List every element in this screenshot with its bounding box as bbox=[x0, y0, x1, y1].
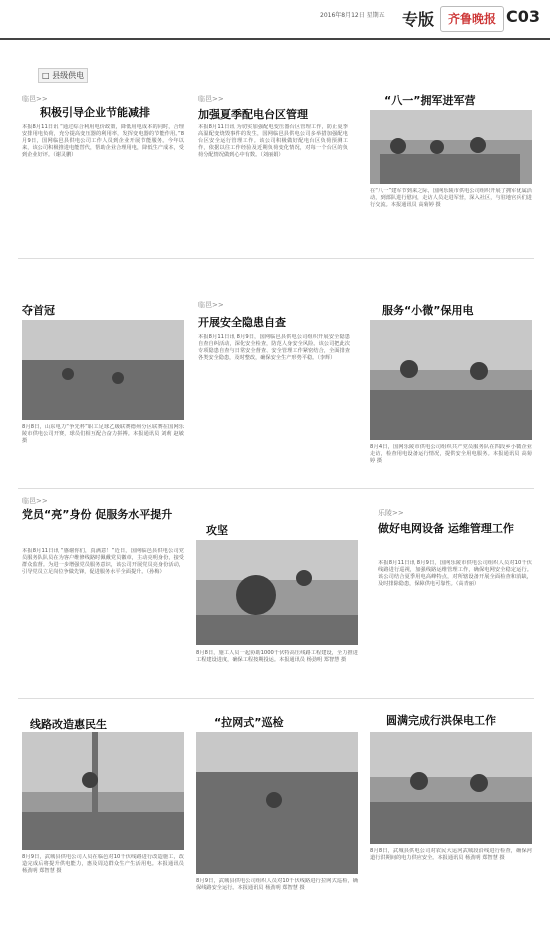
article-body: 本报8月11日讯 8月9日，国网临邑县供电公司组织开展安全隐患自查自纠活动，深化安全检查，防范人身安全风险。该公司把此次专项隐患自查与日常安全督查、安全管理工作紧密结合，全面排查各类安全隐患，及时整改，确保安全生产形势平稳。（李辉） bbox=[198, 334, 350, 361]
section-tag: 临邑>> bbox=[198, 95, 224, 103]
divider bbox=[18, 488, 534, 489]
headline: 开展安全隐患自查 bbox=[198, 316, 286, 329]
section-tag: 临邑>> bbox=[22, 497, 48, 505]
headline: 做好电网设备 运维管理工作 bbox=[378, 522, 514, 535]
photo-caption: 8月9日，武城县供电公司人员在临邑对10千伏线路进行改造施工，改造完成后将提升供电能力，惠及周边群众生产生活用电。本报通讯员 杨劲明 郑智慧 摄 bbox=[22, 854, 184, 874]
photo-small-business bbox=[370, 320, 532, 440]
issue-date: 2016年8月12日 星期五 bbox=[320, 12, 385, 19]
photo-line-repair bbox=[22, 732, 184, 850]
photo-army-visit bbox=[370, 110, 532, 184]
section-tag: 临邑>> bbox=[22, 95, 48, 103]
article-body: 本报8月11日讯 8月9日，国网乐陵市供电公司组织人员对10千伏线路进行巡视，加强线路运维管理工作，确保电网安全稳定运行。该公司结合夏季用电高峰特点，对所辖设备开展全面检查和消缺，及时排除隐患，保障供电可靠性。（高青丽） bbox=[378, 560, 532, 587]
photo-inspection bbox=[196, 732, 358, 874]
headline: “八一”拥军进军营 bbox=[384, 94, 476, 107]
photo-flood-support bbox=[370, 732, 532, 844]
divider bbox=[18, 258, 534, 259]
headline: “拉网式”巡检 bbox=[214, 716, 284, 729]
headline: 攻坚 bbox=[206, 524, 228, 537]
page-header bbox=[0, 0, 550, 40]
section-tag: 临邑>> bbox=[198, 301, 224, 309]
article-body: 本报8月11日讯 为切实加强配电变压器台区管理工作，防止夏季高温配变烧毁事件的发生，国网临邑县供电公司多举措加强配电台区安全运行管理工作。该公司积极做好配电台区负荷预测工作，依据以往工作经验及近期负荷变化情况，对每一个台区的负荷分配情况做到心中有数。（刘丽娟） bbox=[198, 124, 348, 158]
section-tag: 乐陵>> bbox=[378, 509, 404, 517]
photo-caption: 8月8日，施工人员一起协助1000千伏特高压线路工程建设，全力推进工程建设进度，确保工程按期投运。本报通讯员 杨劲明 郑智慧 摄 bbox=[196, 650, 358, 663]
newspaper-logo: 齐鲁晚报 bbox=[440, 6, 504, 32]
photo-football bbox=[22, 320, 184, 420]
page-number: C03 bbox=[506, 7, 541, 26]
photo-caption: 在“八一”建军节到来之际，国网乐陵市供电公司组织开展了拥军优属活动，到部队进行慰问，走访人员走进军营，深入社区，与驻地官兵们进行交流。本报通讯员 高菊婷 摄 bbox=[370, 188, 532, 208]
headline: 加强夏季配电台区管理 bbox=[198, 108, 308, 121]
photo-caption: 8月8日，武城县供电公司对农民大运河武城段沿线进行检查，确保河道行洪期间的电力供应安全。本报通讯员 杨劲明 郑智慧 摄 bbox=[370, 848, 532, 861]
section-name: 专版 bbox=[402, 10, 435, 29]
headline: 积极引导企业节能减排 bbox=[40, 106, 150, 119]
headline: 线路改造惠民生 bbox=[30, 718, 107, 731]
headline: 圆满完成行洪保电工作 bbox=[386, 714, 496, 727]
headline: 服务“小微”保用电 bbox=[382, 304, 474, 317]
divider bbox=[18, 698, 534, 699]
photo-caption: 8月8日，山东电力“争先杯”职工足球乙级联赛德州分区联赛在国网乐陵市供电公司开赛，球员们相互配合奋力拼搏。本报通讯员 刘莉 赵敏 摄 bbox=[22, 424, 184, 444]
article-body: 本报8月11日讯 “通过综合利用电价政策，降低用电成本的同时，合理安排用电负荷，充分提高变压器的利用率，发挥变电器的节能作用。”8月9日，国网临邑县供电公司工作人员到企业开展节能服务。今年以来，该公司积极推进电能替代，帮助企业合理用电，降低生产成本，受到企业好评。（谢灵鹏） bbox=[22, 124, 184, 158]
photo-caption: 8月9日，武城县供电公司组织人员对10千伏线路进行拉网式巡检，确保线路安全运行。本报通讯员 杨劲明 郑智慧 摄 bbox=[196, 878, 358, 891]
headline: 夺首冠 bbox=[22, 304, 55, 317]
photo-cable-work bbox=[196, 540, 358, 645]
column-tag: □ 县级供电 bbox=[38, 68, 88, 83]
article-body: 本报8月11日讯 “感谢你们，真满意！”近日，国网临邑县供电公司党员服务队队员在为客户维修线路时佩戴党员徽章，主动亮明身份，接受群众监督。为进一步增强党员服务意识，该公司开展党员亮身份活动，引导党员立足岗位争做先锋，促进服务水平全面提升。（孙梅） bbox=[22, 548, 184, 575]
headline: 党员“亮”身份 促服务水平提升 bbox=[22, 508, 173, 521]
photo-caption: 8月4日，国网乐陵市供电公司组织共产党员服务队在四段乡小微企业走访，检查用电设备运行情况，提供安全用电服务。本报通讯员 高菊婷 摄 bbox=[370, 444, 532, 464]
